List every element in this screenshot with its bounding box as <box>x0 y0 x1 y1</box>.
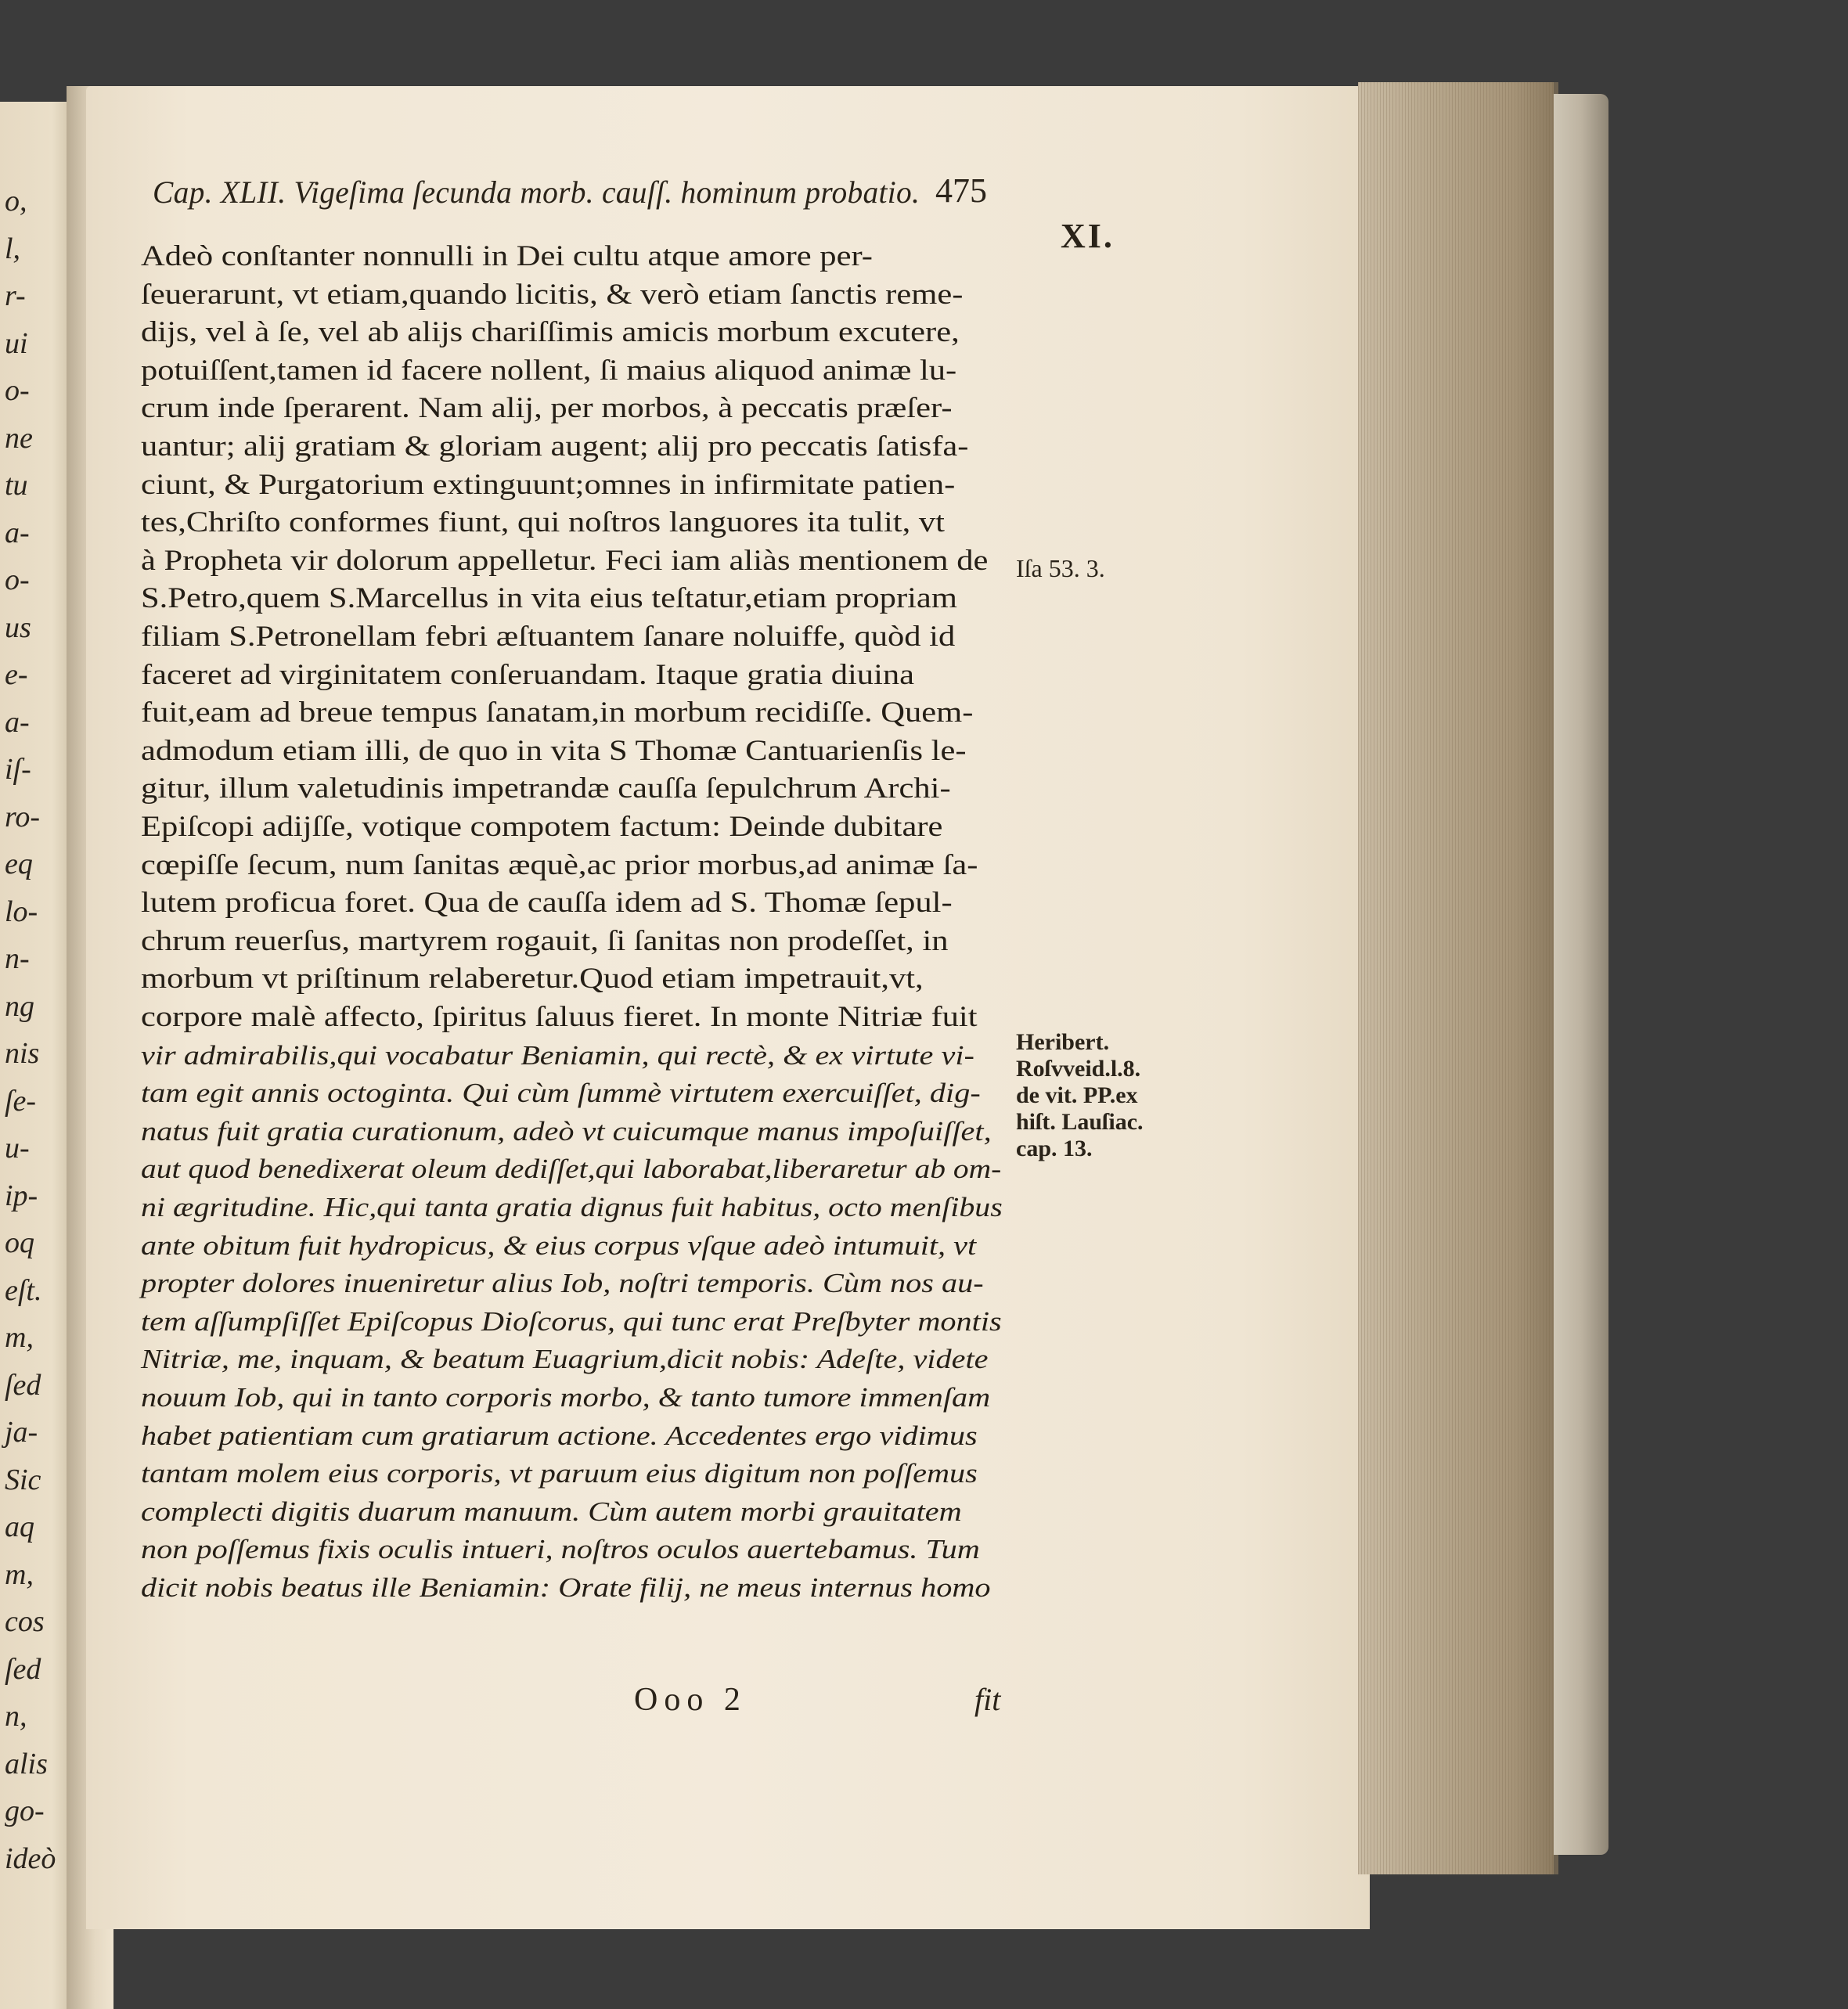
body-line: tes,Chriſto conformes fiunt, qui noſtros languores ita tulit, vt <box>141 506 945 539</box>
left-page-fragment: a- <box>5 516 30 549</box>
body-line: vir admirabilis,qui vocabatur Beniamin, qui rectè, & ex virtute vi- <box>141 1039 974 1071</box>
body-line: cœpiſſe ſecum, num ſanitas æquè,ac prior morbus,ad animæ ſa- <box>141 848 978 881</box>
body-line: aut quod benedixerat oleum dediſſet,qui laborabat,liberaretur ab om- <box>141 1154 1002 1185</box>
left-page-fragment: ng <box>5 989 34 1023</box>
catchword: fit <box>974 1682 1001 1717</box>
left-page-fragment: Sic <box>5 1463 41 1496</box>
left-page-fragment: a- <box>5 705 30 739</box>
left-page-fragment: tu <box>5 469 28 502</box>
section-mark: XI. <box>1061 217 1115 255</box>
left-page-fragment: nis <box>5 1037 40 1070</box>
body-line: S.Petro,quem S.Marcellus in vita eius teſtatur,etiam propriam <box>141 582 957 615</box>
body-line: ſeuerarunt, vt etiam,quando licitis, & verò etiam ſanctis reme- <box>141 278 964 311</box>
body-line: corpore malè affecto, ſpiritus ſaluus fieret. In monte Nitriæ fuit <box>141 1001 978 1033</box>
left-page-fragment: cos <box>5 1605 45 1638</box>
left-page-fragment: us <box>5 610 31 644</box>
body-line: lutem proficua foret. Qua de cauſſa idem ad S. Thomæ ſepul- <box>141 887 953 920</box>
body-line: gitur, illum valetudinis impetrandæ cauſſa ſepulchrum Archi- <box>141 772 951 805</box>
side-note-heribert-line: hiſt. Lauſiac. <box>1016 1109 1144 1135</box>
signature-mark: Ooo 2 <box>634 1682 747 1718</box>
left-page-fragment: go- <box>5 1795 45 1827</box>
side-note-heribert-line: Roſvveid.l.8. <box>1016 1056 1141 1082</box>
body-line: tam egit annis octoginta. Qui cùm ſummè virtutem exercuiſſet, dig- <box>141 1078 981 1109</box>
left-page-fragment: o- <box>5 374 30 407</box>
body-line: ni ægritudine. Hic,qui tanta gratia dignus fuit habitus, octo menſibus <box>141 1192 1003 1222</box>
body-line: chrum reuerſus, martyrem rogauit, ſi ſanitas non prodeſſet, in <box>141 924 949 957</box>
body-line: ciunt, & Purgatorium extinguunt;omnes in infirmitate patien- <box>141 468 956 501</box>
running-head: Cap. XLII. Vigeſima ſecunda morb. cauſſ. hominum probatio. <box>153 175 920 210</box>
body-line: à Propheta vir dolorum appelletur. Feci iam aliàs mentionem de <box>141 544 989 577</box>
body-line: tem aſſumpſiſſet Epiſcopus Dioſcorus, qui tunc erat Preſbyter montis <box>141 1305 1002 1337</box>
left-page-fragment: n- <box>5 942 30 975</box>
left-page-fragment: ſed <box>5 1652 41 1686</box>
left-page-fragment: m, <box>5 1321 34 1354</box>
body-line: non poſſemus fixis oculis intueri, noſtros oculos auertebamus. Tum <box>141 1534 980 1565</box>
body-line: uantur; alij gratiam & gloriam augent; alij pro peccatis ſatisfa- <box>141 430 969 463</box>
left-page-fragment: ne <box>5 421 33 455</box>
body-line: natus fuit gratia curationum, adeò vt cuicumque manus impoſuiſſet, <box>141 1115 992 1147</box>
previous-page-edge <box>0 102 74 2009</box>
body-line: crum inde ſperarent. Nam alij, per morbos, à peccatis præſer- <box>141 392 953 425</box>
body-line: dicit nobis beatus ille Beniamin: Orate filij, ne meus internus homo <box>141 1572 991 1603</box>
left-page-fragment: r- <box>5 279 26 312</box>
left-page-fragment: m, <box>5 1557 34 1591</box>
body-line: filiam S.Petronellam febri æſtuantem ſanare noluiffe, quòd id <box>141 621 956 653</box>
cover-edge <box>1554 94 1608 1855</box>
left-page-fragment: eq <box>5 848 33 880</box>
body-line: dijs, vel à ſe, vel ab alijs chariſſimis amicis morbum excutere, <box>141 316 960 349</box>
side-note-heribert-line: cap. 13. <box>1016 1136 1093 1161</box>
body-line: admodum etiam illi, de quo in vita S Thomæ Cantuarienſis le- <box>141 734 967 767</box>
left-page-fragment: u- <box>5 1132 30 1165</box>
left-page-fragment: n, <box>5 1700 27 1733</box>
page-number: 475 <box>935 171 987 210</box>
left-page-fragment: iſ- <box>5 753 31 786</box>
body-line: ante obitum fuit hydropicus, & eius corpus vſque adeò intumuit, vt <box>141 1230 977 1261</box>
body-line: potuiſſent,tamen id facere nollent, ſi maius aliquod animæ lu- <box>141 354 957 387</box>
left-page-fragment: lo- <box>5 895 38 928</box>
left-page-fragment: o- <box>5 563 30 596</box>
side-note-heribert-line: de vit. PP.ex <box>1016 1082 1138 1108</box>
left-page-fragment: ideò <box>5 1842 56 1875</box>
side-note-isaiah: Iſa 53. 3. <box>1016 554 1105 582</box>
left-page-fragment: ſe- <box>5 1084 37 1118</box>
left-page-fragment: ui <box>5 326 28 360</box>
body-line: habet patientiam cum gratiarum actione. Accedentes ergo vidimus <box>141 1420 978 1451</box>
body-line: Nitriæ, me, inquam, & beatum Euagrium,dicit nobis: Adeſte, videte <box>141 1344 989 1375</box>
body-line: morbum vt priſtinum relaberetur.Quod etiam impetrauit,vt, <box>141 963 924 995</box>
page-block-edge <box>1358 82 1558 1874</box>
body-line: propter dolores inueniretur alius Iob, noſtri temporis. Cùm nos au- <box>141 1268 984 1299</box>
side-note-heribert-line: Heribert. <box>1016 1029 1110 1055</box>
left-page-fragment: ro- <box>5 800 41 833</box>
left-page-fragment: l, <box>5 232 21 265</box>
left-page-fragment: aq <box>5 1510 34 1543</box>
left-page-fragment: oq <box>5 1226 34 1259</box>
body-line: Adeò conſtanter nonnulli in Dei cultu atque amore per- <box>141 240 873 272</box>
left-page-fragment: ja- <box>5 1416 38 1449</box>
left-page-fragment: eſt. <box>5 1273 42 1307</box>
left-page-fragment: ip- <box>5 1179 38 1212</box>
left-page-fragment: o, <box>5 185 27 218</box>
left-page-fragment: e- <box>5 658 28 691</box>
left-page-fragment: alis <box>5 1747 48 1780</box>
body-line: nouum Iob, qui in tanto corporis morbo, & tanto tumore immenſam <box>141 1382 991 1413</box>
body-line: Epiſcopi adijſſe, votique compotem factum: Deinde dubitare <box>141 811 943 843</box>
body-line: faceret ad virginitatem conſeruandam. Itaque gratia diuina <box>141 658 915 691</box>
body-line: complecti digitis duarum manuum. Cùm autem morbi grauitatem <box>141 1496 962 1527</box>
body-line: tantam molem eius corporis, vt paruum eius digitum non poſſemus <box>141 1458 978 1489</box>
left-page-fragment: ſed <box>5 1368 41 1402</box>
body-line: fuit,eam ad breue tempus ſanatam,in morbum recidiſſe. Quem- <box>141 697 974 729</box>
